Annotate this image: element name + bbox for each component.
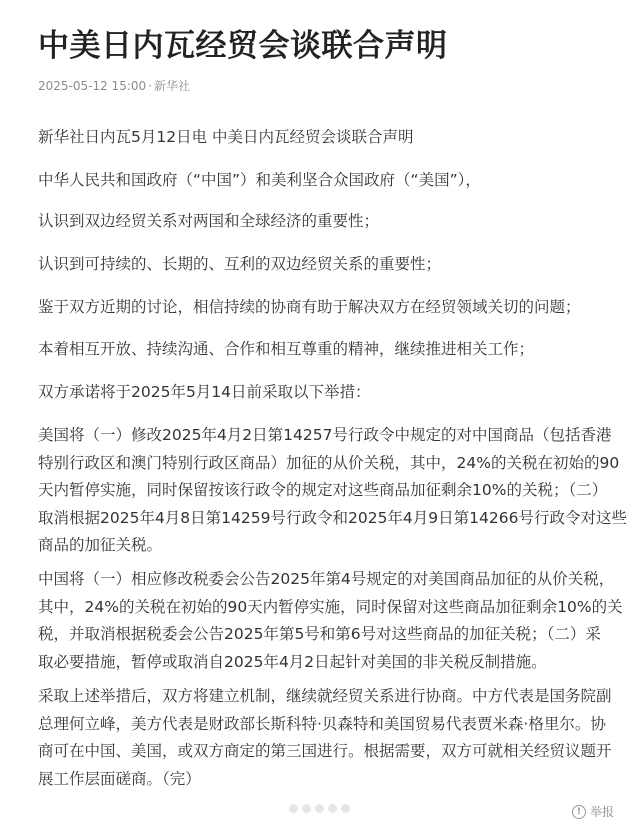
paragraph-dateline [38, 124, 620, 152]
article-title: 中美日内瓦经贸会谈联合声明 [38, 28, 448, 64]
paragraph-recognize-sustainable [38, 251, 620, 279]
paragraph-line: 本着相互开放、持续沟通、合作和相互尊重的精神，继续推进相关工作； [38, 340, 535, 358]
meta-separator: · [148, 79, 152, 93]
paragraph-line: 鉴于双方近期的讨论，相信持续的协商有助于解决双方在经贸领域关切的问题； [38, 298, 581, 316]
paragraph-parties [38, 167, 620, 195]
paragraph-line: 美国将（一）修改2025年4月2日第14257号行政令中规定的对中国商品（包括香港 [38, 426, 612, 444]
pager-dot[interactable] [341, 804, 350, 813]
report-label: 举报 [589, 805, 614, 819]
report-button[interactable] [572, 803, 614, 820]
image-pager-dots [0, 804, 638, 814]
paragraph-line: 中华人民共和国政府（“中国”）和美利坚合众国政府（“美国”）， [38, 171, 481, 189]
article-meta [38, 77, 190, 94]
paragraph-mechanism [38, 683, 620, 793]
pager-dot[interactable] [289, 804, 298, 813]
paragraph-line: 商品的加征关税。 [38, 536, 163, 554]
paragraph-line: 认识到双边经贸关系对两国和全球经济的重要性； [38, 212, 380, 230]
publish-datetime: 2025-05-12 15:00 [38, 79, 147, 93]
exclamation-circle-icon: ! [572, 805, 586, 819]
paragraph-commitment [38, 379, 620, 407]
paragraph-line: 其中，24%的关税在初始的90天内暂停实施，同时保留对这些商品加征剩余10%的关 [38, 597, 623, 616]
paragraph-recognize-importance [38, 208, 620, 236]
paragraph-discussions [38, 294, 620, 322]
paragraph-line: 税，并取消根据税委会公告2025年第5号和第6号对这些商品的加征关税；（二）采 [38, 625, 601, 643]
paragraph-line: 取消根据2025年4月8日第14259号行政令和2025年4月9日第14266号行政令对这些 [38, 508, 627, 527]
paragraph-line: 认识到可持续的、长期的、互利的双边经贸关系的重要性； [38, 255, 442, 273]
paragraph-line: 商可在中国、美国，或双方商定的第三国进行。根据需要，双方可就相关经贸议题开 [38, 742, 612, 760]
paragraph-us-measures [38, 422, 627, 560]
pager-dot[interactable] [328, 804, 337, 813]
paragraph-spirit [38, 336, 620, 364]
pager-dot[interactable] [302, 804, 311, 813]
paragraph-line: 取必要措施，暂停或取消自2025年4月2日起针对美国的非关税反制措施。 [38, 652, 547, 671]
pager-dot[interactable] [315, 804, 324, 813]
paragraph-line: 中国将（一）相应修改税委会公告2025年第4号规定的对美国商品加征的从价关税， [38, 570, 615, 588]
paragraph-line: 新华社日内瓦5月12日电 中美日内瓦经贸会谈联合声明 [38, 128, 414, 146]
source-name: 新华社 [153, 79, 190, 93]
paragraph-line: 双方承诺将于2025年5月14日前采取以下举措： [38, 383, 371, 401]
paragraph-line: 特别行政区和澳门特别行政区商品）加征的从价关税，其中，24%的关税在初始的90 [38, 453, 620, 472]
paragraph-china-measures [38, 566, 623, 676]
paragraph-line: 总理何立峰，美方代表是财政部长斯科特·贝森特和美国贸易代表贾米森·格里尔。协 [38, 714, 606, 733]
paragraph-line: 展工作层面磋商。（完） [38, 769, 201, 788]
paragraph-line: 天内暂停实施，同时保留按该行政令的规定对这些商品加征剩余10%的关税；（二） [38, 481, 608, 499]
paragraph-line: 采取上述举措后，双方将建立机制，继续就经贸关系进行协商。中方代表是国务院副 [38, 687, 612, 705]
